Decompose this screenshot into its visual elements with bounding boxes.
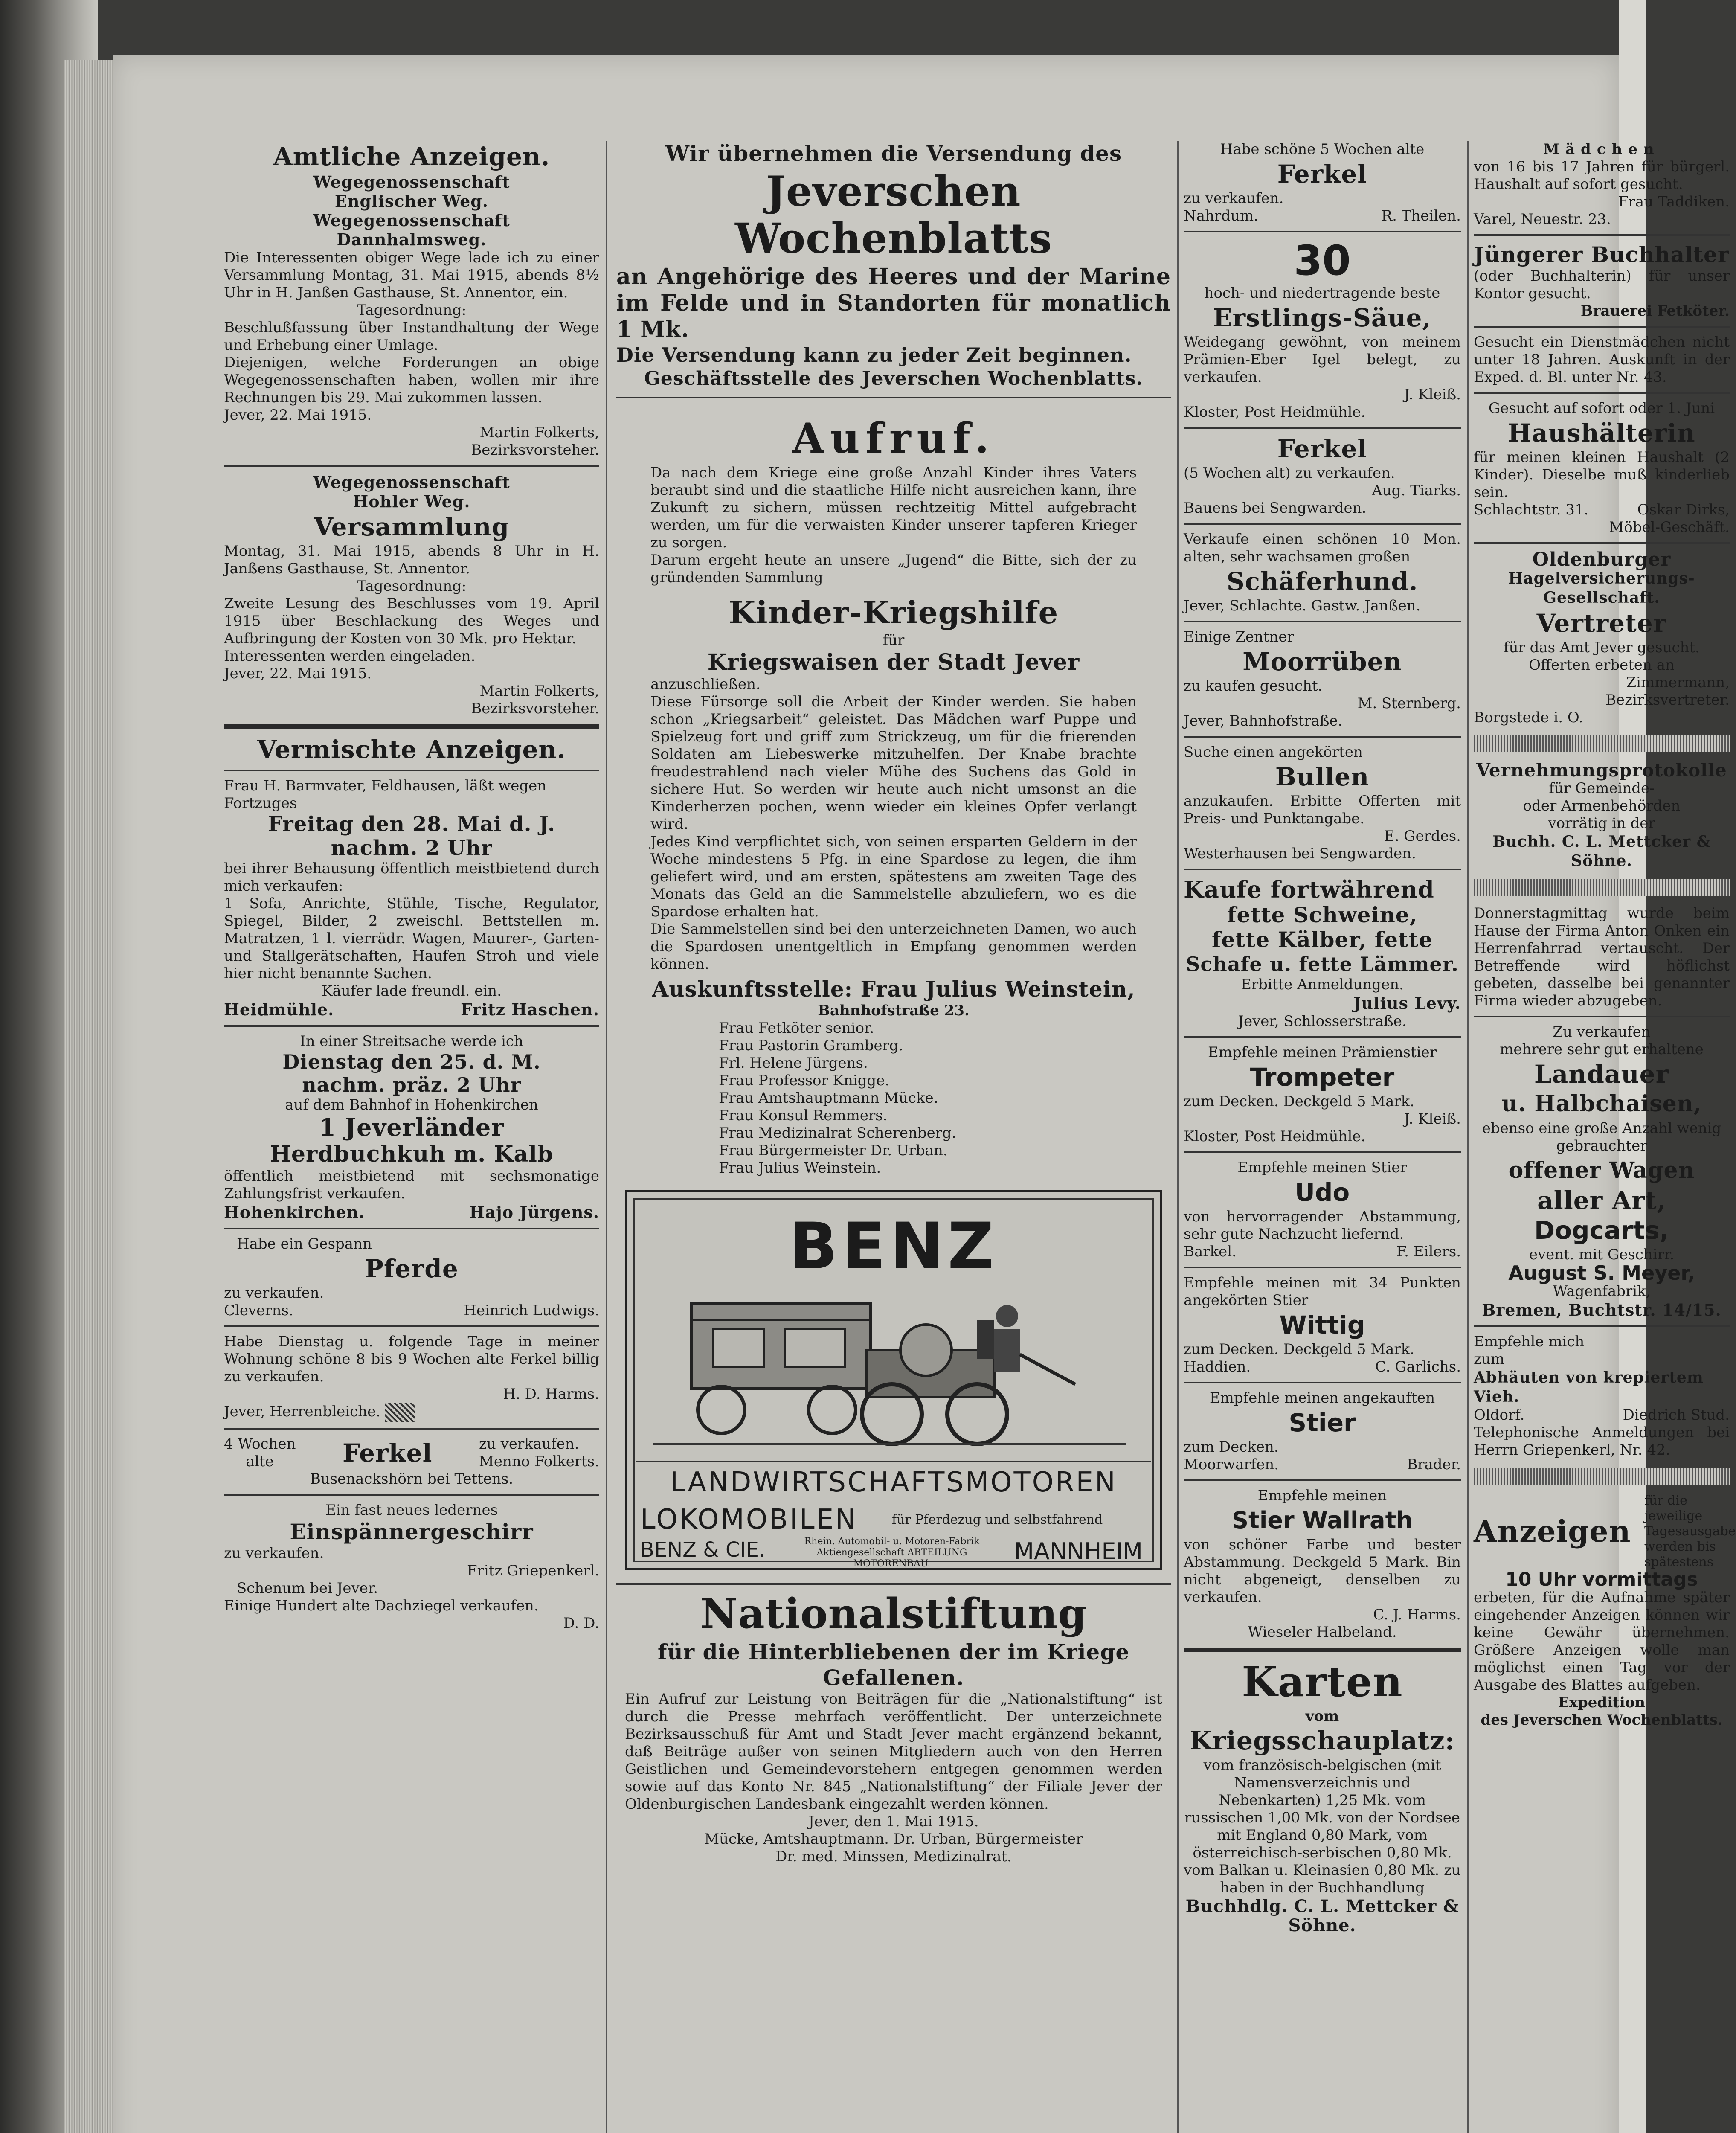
wittig-text-1: Empfehle meinen mit 34 Punkten angekörten Stier bbox=[1184, 1274, 1461, 1309]
tromp-text-1: Empfehle meinen Prämienstier bbox=[1208, 1044, 1437, 1061]
pferde-signature bbox=[224, 1302, 599, 1319]
stier-place: Moorwarfen. bbox=[1184, 1456, 1279, 1473]
wittig-signature bbox=[1184, 1358, 1461, 1376]
ferkel2-place: Bauens bei Sengwarden. bbox=[1184, 500, 1367, 517]
bullen-text-2: anzukaufen. Erbitte Offerten mit Preis- und Punktangabe. bbox=[1184, 793, 1461, 827]
decorative-band bbox=[1474, 735, 1730, 752]
einsp-name: Fritz Griepenkerl. bbox=[467, 1562, 599, 1579]
weg2-agenda-label: Tagesordnung: bbox=[357, 578, 467, 595]
divider bbox=[616, 1583, 1171, 1585]
divider bbox=[224, 770, 599, 771]
column-rule bbox=[606, 141, 607, 2133]
aufruf-address: Bahnhofstraße 23. bbox=[818, 1002, 970, 1019]
bullen-text-1: Suche einen angekörten bbox=[1184, 744, 1363, 761]
levy-big-3: fette Kälber, fette bbox=[1211, 927, 1433, 952]
karten-big: Karten bbox=[1242, 1658, 1403, 1706]
anzeigen-big-2: 10 Uhr vormittags bbox=[1505, 1569, 1698, 1590]
barm-big-2: nachm. 2 Uhr bbox=[331, 836, 493, 860]
weg2-signature-name: Martin Folkerts, bbox=[479, 683, 599, 700]
aufruf-text-4: Diese Fürsorge soll die Arbeit der Kinder werden. Sie haben schon „Kriegsarbeit“ geleistet. Das Mädchen warf Puppe und Spielzeug fort und griff zum Strickzeug, um für die frierenden Soldaten am Liebeswerke mitzuhelfen. Der Knabe brachte freudestrahlend nach vieler Mühe des Suchens das Gold in sichere Hut. So werden wir heute auch nicht umsonst an die Kinderherzen pochen, wenn wieder ein kleines Opfer verlangt wird. bbox=[650, 693, 1137, 833]
divider bbox=[1184, 1382, 1461, 1383]
weg1-signature-title: Bezirksvorsteher. bbox=[471, 442, 599, 459]
haush-big: Haushälterin bbox=[1508, 418, 1695, 448]
aufruf-big-2: Kinder-Kriegshilfe bbox=[729, 594, 1059, 631]
ferkel1-text-1: Habe schöne 5 Wochen alte bbox=[1220, 141, 1425, 158]
column-1 bbox=[224, 141, 599, 2133]
saeue-name: J. Kleiß. bbox=[1404, 386, 1461, 403]
udo-big: Udo bbox=[1295, 1178, 1350, 1207]
saeue-text-1: hoch- und niedertragende beste bbox=[1204, 285, 1440, 302]
streit-sig-place: Hohenkirchen. bbox=[224, 1203, 365, 1222]
bullen-place: Westerhausen bei Sengwarden. bbox=[1184, 845, 1416, 862]
divider bbox=[224, 1325, 599, 1327]
aufruf-name: Frau Professor Knigge. bbox=[719, 1072, 890, 1089]
saeue-big: Erstlings-Säue, bbox=[1213, 303, 1431, 332]
tractor-illustration bbox=[653, 1286, 1126, 1453]
barm-text-2: bei ihrer Behausung öffentlich meistbietend durch mich verkaufen: bbox=[224, 860, 599, 895]
levy-big-1: Kaufe fortwährend bbox=[1184, 876, 1434, 903]
schaefer-big: Schäferhund. bbox=[1226, 567, 1418, 596]
streit-sig-name: Hajo Jürgens. bbox=[469, 1203, 599, 1222]
ferkel1-place: Nahrdum. bbox=[1184, 207, 1258, 224]
moor-place: Jever, Bahnhofstraße. bbox=[1184, 712, 1343, 729]
anzeigen-sig-1: Expedition bbox=[1558, 1694, 1646, 1711]
pferde-name: Heinrich Ludwigs. bbox=[464, 1302, 599, 1319]
ferkel4-pre-1: 4 Wochen bbox=[224, 1436, 296, 1453]
aufruf-text-1: Da nach dem Kriege eine große Anzahl Kinder ihres Vaters beraubt sind und die staatliche Hilfe nicht ausreichen kann, ihre Zukunft zu sichern, müssen rechtzeitig Mittel aufgebracht werden, um für die verwaisten Kinder unserer tapferen Krieger zu sorgen. bbox=[650, 464, 1137, 551]
weg2-title-1: Wegegenossenschaft bbox=[313, 473, 510, 492]
landauer-big-6: August S. Meyer, bbox=[1508, 1261, 1695, 1284]
abhaeuten-signature bbox=[1474, 1407, 1730, 1424]
abhaeuten-text-2: zum bbox=[1474, 1351, 1505, 1368]
ferkel1-name: R. Theilen. bbox=[1381, 207, 1461, 224]
barm-text-4: Käufer lade freundl. ein. bbox=[322, 982, 502, 1000]
maedchen-head: Mädchen bbox=[1543, 141, 1660, 158]
barm-text-1: Frau H. Barmvater, Feldhausen, läßt wegen Fortzuges bbox=[224, 777, 547, 812]
wallrath-text-2: von schöner Farbe und bester Abstammung. Deckgeld 5 Mark. Bin nicht abgeneigt, denselben zu verkaufen. bbox=[1184, 1536, 1461, 1606]
benz-wordmark: BENZ bbox=[789, 1209, 999, 1284]
aufruf-name: Frau Fetköter senior. bbox=[719, 1020, 874, 1037]
benz-line-2-sub: für Pferdezug und selbstfahrend bbox=[892, 1512, 1103, 1527]
streit-big-1: Dienstag den 25. d. M. bbox=[282, 1050, 541, 1073]
tromp-text-2: zum Decken. Deckgeld 5 Mark. bbox=[1184, 1093, 1415, 1110]
divider bbox=[1474, 326, 1730, 328]
barm-text-3: 1 Sofa, Anrichte, Stühle, Tische, Regulator, Spiegel, Bilder, 2 zweischl. Bettstellen m. Matratzen, 1 l. vierrädr. Wagen, Maurer-, Garten- und Stallgerätschaften, Haufen Stroh und viele hier nicht benannte Sachen. bbox=[224, 895, 599, 982]
divider bbox=[224, 724, 599, 729]
divider bbox=[1184, 1267, 1461, 1268]
buchh-text: (oder Buchhalterin) für unser Kontor gesucht. bbox=[1474, 267, 1730, 302]
pferde-place: Cleverns. bbox=[224, 1302, 293, 1319]
streit-big-2: nachm. präz. 2 Uhr bbox=[302, 1073, 521, 1096]
moor-big: Moorrüben bbox=[1242, 647, 1402, 676]
aufruf-names bbox=[616, 1020, 1171, 1177]
wallrath-big: Stier Wallrath bbox=[1232, 1507, 1413, 1534]
landauer-big-1: Landauer bbox=[1534, 1060, 1669, 1089]
pferde-text-1: Habe ein Gespann bbox=[237, 1235, 372, 1252]
karten-vom: vom bbox=[1305, 1708, 1339, 1725]
benz-line-1: LANDWIRTSCHAFTSMOTOREN bbox=[636, 1461, 1151, 1498]
bullen-name: E. Gerdes. bbox=[1384, 828, 1461, 845]
pferde-text-2: zu verkaufen. bbox=[224, 1284, 324, 1302]
aufruf-name: Frau Amtshauptmann Mücke. bbox=[719, 1090, 938, 1107]
weg2-date: Jever, 22. Mai 1915. bbox=[224, 665, 372, 682]
weg1-title-4: Dannhalmsweg. bbox=[337, 230, 487, 249]
moor-name: M. Sternberg. bbox=[1357, 695, 1461, 712]
ferkel4-ad bbox=[224, 1436, 599, 1470]
vermischte-heading: Vermischte Anzeigen. bbox=[257, 735, 566, 764]
aufruf-name: Frau Bürgermeister Dr. Urban. bbox=[719, 1142, 948, 1159]
column-rule bbox=[1177, 141, 1179, 2133]
divider bbox=[1184, 231, 1461, 232]
wallrath-text-1: Empfehle meinen bbox=[1257, 1487, 1387, 1504]
divider bbox=[1474, 392, 1730, 394]
schaefer-text: Verkaufe einen schönen 10 Mon. alten, sehr wachsamen großen bbox=[1184, 531, 1461, 565]
ferkel4-big: Ferkel bbox=[342, 1438, 433, 1468]
anzeigen-text: erbeten, für die Aufnahme später eingehender Anzeigen können wir keine Gewähr übernehmen. Größere Anzeigen wolle man möglichst einen Tag vor der Ausgabe des Blattes aufgeben. bbox=[1474, 1589, 1730, 1694]
divider bbox=[616, 397, 1171, 398]
landauer-big-4: aller Art, bbox=[1537, 1186, 1666, 1215]
landauer-text-1: Zu verkaufen bbox=[1553, 1023, 1651, 1040]
divider bbox=[224, 1228, 599, 1229]
haush-signature bbox=[1474, 501, 1730, 536]
weg2-title-2: Hohler Weg. bbox=[353, 492, 470, 511]
wochen-sig: Geschäftsstelle des Jeverschen Wochenblatts. bbox=[644, 368, 1143, 389]
ferkel4-pre-2: alte bbox=[246, 1453, 274, 1470]
harms-place-text: Jever, Herrenbleiche. bbox=[224, 1403, 381, 1420]
aufruf-big-3: Kriegswaisen der Stadt Jever bbox=[707, 649, 1080, 675]
pferde-big: Pferde bbox=[365, 1254, 459, 1283]
weg1-title-2: Englischer Weg. bbox=[334, 192, 489, 211]
wittig-place: Haddien. bbox=[1184, 1358, 1251, 1375]
weg2-text-1: Montag, 31. Mai 1915, abends 8 Uhr in H. Janßens Gasthause, St. Annentor. bbox=[224, 543, 599, 577]
divider bbox=[1184, 869, 1461, 870]
page-stack-edge bbox=[64, 60, 115, 2133]
column-2 bbox=[616, 141, 1171, 2133]
weg1-signature-name: Martin Folkerts, bbox=[479, 424, 599, 441]
abhaeuten-text-1: Empfehle mich bbox=[1474, 1333, 1585, 1350]
aufruf-fuer: für bbox=[883, 632, 905, 649]
tromp-big: Trompeter bbox=[1250, 1063, 1395, 1092]
maedchen-place: Varel, Neuestr. 23. bbox=[1474, 211, 1611, 228]
benz-company-sub: Rhein. Automobil- u. Motoren-Fabrik Aktiengesellschaft ABTEILUNG MOTORENBAU. bbox=[804, 1536, 980, 1569]
aufruf-name: Frau Konsul Remmers. bbox=[719, 1107, 888, 1124]
abhaeuten-place: Oldorf. bbox=[1474, 1407, 1525, 1424]
national-sig-1: Mücke, Amtshauptmann. Dr. Urban, Bürgermeister bbox=[704, 1831, 1083, 1848]
dienst-text: Gesucht ein Dienstmädchen nicht unter 18 Jahren. Auskunft in der Exped. d. Bl. unter Nr. 43. bbox=[1474, 334, 1730, 386]
karten-big-2: Kriegsschauplatz: bbox=[1190, 1726, 1455, 1756]
hagel-big-3: Vertreter bbox=[1536, 609, 1667, 638]
karten-sig: Buchhdlg. C. L. Mettcker & Söhne. bbox=[1185, 1896, 1459, 1935]
wallrath-name: C. J. Harms. bbox=[1373, 1606, 1461, 1623]
udo-place: Barkel. bbox=[1184, 1243, 1237, 1260]
national-big: Nationalstiftung bbox=[700, 1590, 1087, 1638]
ferkel1-text-2: zu verkaufen. bbox=[1184, 190, 1284, 207]
levy-name: Julius Levy. bbox=[1353, 994, 1461, 1013]
streit-text-2: auf dem Bahnhof in Hohenkirchen bbox=[285, 1096, 538, 1113]
schaefer-place: Jever, Schlachte. Gastw. Janßen. bbox=[1184, 597, 1421, 614]
ferkel1-big: Ferkel bbox=[1277, 160, 1367, 189]
wochen-line-1: Wir übernehmen die Versendung des bbox=[665, 141, 1122, 166]
divider bbox=[1184, 1036, 1461, 1038]
divider bbox=[1184, 1648, 1461, 1652]
saeue-number: 30 bbox=[1294, 237, 1351, 285]
harms-place bbox=[224, 1403, 599, 1422]
benz-company: BENZ & CIE. bbox=[640, 1538, 766, 1562]
protokolle-text-2: oder Armenbehörden bbox=[1523, 797, 1681, 814]
divider bbox=[1184, 1151, 1461, 1153]
weg1-text-3: Diejenigen, welche Forderungen an obige Wegegenossenschaften haben, wollen mir ihre Rechnungen bis 29. Mai zukommen lassen. bbox=[224, 354, 599, 406]
haush-text-2: für meinen kleinen Haushalt (2 Kinder). Dieselbe muß kinderlieb sein. bbox=[1474, 449, 1730, 501]
streit-signature bbox=[224, 1203, 599, 1222]
aufruf-text-6: Die Sammelstellen sind bei den unterzeichneten Damen, wo auch die Spardosen unentgeltlich in Empfang genommen werden können. bbox=[650, 921, 1137, 973]
hagel-text: für das Amt Jever gesucht. Offerten erbeten an bbox=[1504, 639, 1700, 674]
decorative-band bbox=[1474, 1468, 1730, 1485]
ferkel4-post bbox=[479, 1436, 599, 1470]
landauer-text-2: mehrere sehr gut erhaltene bbox=[1500, 1041, 1704, 1058]
divider bbox=[1474, 1016, 1730, 1017]
fahrrad-text: Donnerstagmittag wurde beim Hause der Firma Anton Onken ein Herrenfahrrad vertauscht. Der Betreffende wird höflichst gebeten, dasselbe bei genannter Firma wieder abzugeben. bbox=[1474, 905, 1730, 1009]
divider bbox=[224, 1025, 599, 1027]
stier-big: Stier bbox=[1289, 1408, 1356, 1437]
ferkel4-post-1: zu verkaufen. bbox=[479, 1436, 579, 1453]
column-4 bbox=[1474, 141, 1736, 2133]
protokolle-big: Vernehmungsprotokolle bbox=[1476, 760, 1727, 781]
divider bbox=[1184, 427, 1461, 429]
buchh-big: Jüngerer Buchhalter bbox=[1474, 242, 1730, 267]
levy-place: Jever, Schlosserstraße. bbox=[1238, 1013, 1407, 1030]
streit-text-1: In einer Streitsache werde ich bbox=[300, 1033, 523, 1050]
bullen-big: Bullen bbox=[1275, 762, 1370, 791]
tromp-place: Kloster, Post Heidmühle. bbox=[1184, 1128, 1366, 1145]
harms-sig: H. D. Harms. bbox=[503, 1386, 599, 1403]
haush-name: Oskar Dirks, Möbel-Geschäft. bbox=[1609, 501, 1730, 536]
weg2-text-2: Zweite Lesung des Beschlusses vom 19. April 1915 über Beschlackung des Weges und Aufbringung der Kosten von 30 Mk. pro Hektar. bbox=[224, 595, 599, 647]
aufruf-big: Aufruf. bbox=[792, 414, 995, 462]
benz-city: MANNHEIM bbox=[1014, 1538, 1143, 1565]
divider bbox=[1184, 621, 1461, 622]
landauer-sub: Wagenfabrik, bbox=[1553, 1283, 1651, 1300]
protokolle-text-1: für Gemeinde- bbox=[1549, 780, 1655, 797]
weg2-signature-title: Bezirksvorsteher. bbox=[471, 700, 599, 717]
anzeigen-sig-2: des Jeverschen Wochenblatts. bbox=[1481, 1712, 1723, 1729]
saeue-place: Kloster, Post Heidmühle. bbox=[1184, 404, 1366, 421]
karten-text: vom französisch-belgischen (mit Namensverzeichnis und Nebenkarten) 1,25 Mk. vom russischen 1,00 Mk. von der Nordsee mit England 0,80 Mark, vom österreichisch-serbischen 0,80 Mk. vom Balkan u. Kleinasien 0,80 Mk. zu haben in der Buchhandlung bbox=[1184, 1757, 1461, 1896]
ferkel4-post-2: Menno Folkerts. bbox=[479, 1453, 599, 1470]
einsp-text-2: zu verkaufen. bbox=[224, 1545, 324, 1562]
national-text: Ein Aufruf zur Leistung von Beiträgen für die „Nationalstiftung“ ist durch die Presse mehrfach veröffentlicht. Der unterzeichnete Bezirksausschuß für Amt und Stadt Jever macht ergänzend bekannt, daß Beiträge außer von seinen Mitgliedern auch von den Herren Geistlichen und Gemeindevorstehern entgegen genommen werden sowie auf das Konto Nr. 845 „Nationalstiftung“ der Filiale Jever der Oldenburgischen Landesbank eingezahlt werden können. bbox=[625, 1691, 1162, 1813]
streit-big-4: Herdbuchkuh m. Kalb bbox=[270, 1141, 554, 1167]
streit-big-3: 1 Jeverländer bbox=[319, 1113, 504, 1142]
moor-text-1: Einige Zentner bbox=[1184, 628, 1294, 645]
haush-place: Schlachtstr. 31. bbox=[1474, 501, 1589, 518]
aufruf-name: Frau Medizinalrat Scherenberg. bbox=[719, 1125, 956, 1142]
ferkel4-pre bbox=[224, 1436, 296, 1470]
national-date: Jever, den 1. Mai 1915. bbox=[808, 1813, 979, 1830]
udo-name: F. Eilers. bbox=[1396, 1243, 1461, 1260]
weg1-title-3: Wegegenossenschaft bbox=[313, 211, 510, 230]
aufruf-name: Frau Pastorin Gramberg. bbox=[719, 1037, 903, 1054]
ferkel2-text: (5 Wochen alt) zu verkaufen. bbox=[1184, 465, 1395, 482]
landauer-big-7: Bremen, Buchtstr. 14/15. bbox=[1482, 1300, 1721, 1319]
maedchen-text: von 16 bis 17 Jahren für bürgerl. Haushalt auf sofort gesucht. bbox=[1474, 158, 1730, 193]
saeue-text-2: Weidegang gewöhnt, von meinem Prämien-Eber Igel belegt, zu verkaufen. bbox=[1184, 334, 1461, 386]
einsp-text-3: Einige Hundert alte Dachziegel verkaufen. bbox=[224, 1597, 539, 1614]
divider bbox=[1184, 736, 1461, 738]
wallrath-place: Wieseler Halbeland. bbox=[1248, 1624, 1397, 1641]
weg2-text-3: Interessenten werden eingeladen. bbox=[224, 648, 476, 665]
ink-blot bbox=[385, 1403, 415, 1422]
national-sig-2: Dr. med. Minssen, Medizinalrat. bbox=[775, 1848, 1012, 1865]
abhaeuten-big: Abhäuten von krepiertem Vieh. bbox=[1474, 1369, 1704, 1406]
stier-signature bbox=[1184, 1456, 1461, 1473]
column-3 bbox=[1184, 141, 1461, 2133]
wittig-text-2: zum Decken. Deckgeld 5 Mark. bbox=[1184, 1341, 1415, 1358]
hagel-big-2: Hagelversicherungs-Gesellschaft. bbox=[1508, 570, 1695, 607]
harms-text: Habe Dienstag u. folgende Tage in meiner Wohnung schöne 8 bis 9 Wochen alte Ferkel billig zu verkaufen. bbox=[224, 1333, 599, 1385]
barm-big-1: Freitag den 28. Mai d. J. bbox=[268, 812, 555, 836]
einsp-sig: D. D. bbox=[563, 1615, 599, 1632]
abhaeuten-text-3: Telephonische Anmeldungen bei Herrn Griepenkerl, Nr. 42. bbox=[1474, 1424, 1730, 1459]
aufruf-auskunft: Auskunftsstelle: Frau Julius Weinstein, bbox=[652, 976, 1135, 1002]
stier-text-2: zum Decken. bbox=[1184, 1438, 1279, 1456]
landauer-big-2: u. Halbchaisen, bbox=[1501, 1091, 1702, 1117]
protokolle-sig: Buchh. C. L. Mettcker & Söhne. bbox=[1492, 833, 1711, 870]
abhaeuten-name: Diedrich Stud. bbox=[1623, 1407, 1730, 1424]
aufruf-name: Frau Julius Weinstein. bbox=[719, 1159, 881, 1177]
barm-sig-name: Fritz Haschen. bbox=[461, 1000, 599, 1019]
aufruf-text-3: anzuschließen. bbox=[650, 676, 761, 693]
aufruf-text-2: Darum ergeht heute an unsere „Jugend“ die Bitte, sich der zu gründenden Sammlung bbox=[650, 552, 1137, 586]
moor-text-2: zu kaufen gesucht. bbox=[1184, 677, 1323, 695]
haush-text-1: Gesucht auf sofort oder 1. Juni bbox=[1488, 400, 1715, 417]
weg1-date: Jever, 22. Mai 1915. bbox=[224, 407, 372, 424]
stier-text-1: Empfehle meinen angekauften bbox=[1209, 1389, 1435, 1407]
hagel-big-1: Oldenburger bbox=[1532, 549, 1671, 570]
weg1-title-1: Wegegenossenschaft bbox=[313, 172, 510, 192]
hagel-name: Zimmermann, bbox=[1626, 674, 1730, 691]
wochen-line-3: Die Versendung kann zu jeder Zeit beginnen. bbox=[616, 343, 1132, 366]
protokolle-text-3: vorrätig in der bbox=[1548, 815, 1655, 832]
levy-text: Erbitte Anmeldungen. bbox=[1241, 976, 1404, 993]
wochen-line-2: an Angehörige des Heeres und der Marine im Felde und in Standorten für monatlich 1 Mk. bbox=[616, 264, 1171, 343]
national-sub: für die Hinterbliebenen der im Kriege Gefallenen. bbox=[657, 1639, 1130, 1690]
levy-big-2: fette Schweine, bbox=[1227, 902, 1418, 927]
einsp-place: Schenum bei Jever. bbox=[237, 1580, 378, 1597]
tromp-name: J. Kleiß. bbox=[1404, 1110, 1461, 1128]
aufruf-text-5: Jedes Kind verpflichtet sich, von seinen ersparten Geldern in der Woche mindestens 5 Pfg. in eine Spardose zu legen, die ihm geliefert wird, und am ersten, spätestens am zweiten Tage des Monats das Geld an die Sammelstelle abzuliefern, wo es die Spardose erhalten hat. bbox=[650, 833, 1137, 920]
weg1-text-1: Die Interessenten obiger Wege lade ich zu einer Versammlung Montag, 31. Mai 1915, abends 8½ Uhr in H. Janßen Gasthause, St. Annentor, ein. bbox=[224, 249, 599, 301]
ferkel2-name: Aug. Tiarks. bbox=[1372, 482, 1461, 499]
ferkel4-place: Busenackshörn bei Tettens. bbox=[310, 1470, 514, 1488]
landauer-text-4: event. mit Geschirr. bbox=[1529, 1246, 1675, 1263]
wittig-name: C. Garlichs. bbox=[1375, 1358, 1461, 1375]
udo-signature bbox=[1184, 1243, 1461, 1261]
udo-text-1: Empfehle meinen Stier bbox=[1237, 1159, 1407, 1176]
einsp-text-1: Ein fast neues ledernes bbox=[325, 1502, 498, 1519]
benz-line-2: LOKOMOBILEN bbox=[640, 1504, 857, 1535]
stier-name: Brader. bbox=[1407, 1456, 1461, 1473]
weg2-big: Versammlung bbox=[314, 512, 510, 541]
ferkel2-big: Ferkel bbox=[1277, 434, 1367, 463]
maedchen-name: Frau Taddiken. bbox=[1618, 193, 1730, 210]
landauer-big-3: offener Wagen bbox=[1508, 1157, 1695, 1183]
einsp-big: Einspännergeschirr bbox=[290, 1519, 534, 1544]
aufruf-name: Frl. Helene Jürgens. bbox=[719, 1055, 868, 1072]
amtliche-heading: Amtliche Anzeigen. bbox=[273, 142, 550, 171]
divider bbox=[1474, 234, 1730, 236]
barm-signature bbox=[224, 1000, 599, 1019]
weg1-agenda-label: Tagesordnung: bbox=[357, 302, 467, 319]
benz-advertisement bbox=[625, 1190, 1162, 1570]
ferkel1-signature bbox=[1184, 207, 1461, 225]
hagel-place: Borgstede i. O. bbox=[1474, 709, 1583, 726]
divider bbox=[1474, 1325, 1730, 1327]
hagel-title: Bezirksvertreter. bbox=[1605, 692, 1730, 709]
anzeigen-block bbox=[1474, 1493, 1736, 1570]
column-rule bbox=[1467, 141, 1469, 2133]
decorative-band bbox=[1474, 879, 1730, 896]
landauer-text-3: ebenso eine große Anzahl wenig gebrauchter bbox=[1482, 1120, 1721, 1154]
udo-text-2: von hervorragender Abstammung, sehr gute Nachzucht liefernd. bbox=[1184, 1208, 1461, 1243]
divider bbox=[224, 465, 599, 467]
divider bbox=[1184, 523, 1461, 525]
divider bbox=[224, 1428, 599, 1430]
streit-text-3: öffentlich meistbietend mit sechsmonatige Zahlungsfrist verkaufen. bbox=[224, 1168, 599, 1202]
wochen-big: Jeverschen Wochenblatts bbox=[735, 167, 1052, 262]
newspaper-page bbox=[113, 55, 1736, 2133]
barm-sig-place: Heidmühle. bbox=[224, 1000, 334, 1019]
landauer-big-5: Dogcarts, bbox=[1534, 1216, 1669, 1245]
weg1-text-2: Beschlußfassung über Instandhaltung der Wege und Erhebung einer Umlage. bbox=[224, 319, 599, 354]
wittig-big: Wittig bbox=[1279, 1311, 1365, 1340]
buchh-sig: Brauerei Fetköter. bbox=[1580, 302, 1730, 320]
divider bbox=[1184, 1479, 1461, 1481]
divider bbox=[224, 1494, 599, 1496]
anzeigen-side: für die jeweilige Tagesausgabe werden bis spätestens bbox=[1644, 1493, 1736, 1569]
divider bbox=[1474, 542, 1730, 544]
levy-big-4: Schafe u. fette Lämmer. bbox=[1186, 953, 1459, 976]
anzeigen-big: Anzeigen bbox=[1474, 1514, 1631, 1549]
